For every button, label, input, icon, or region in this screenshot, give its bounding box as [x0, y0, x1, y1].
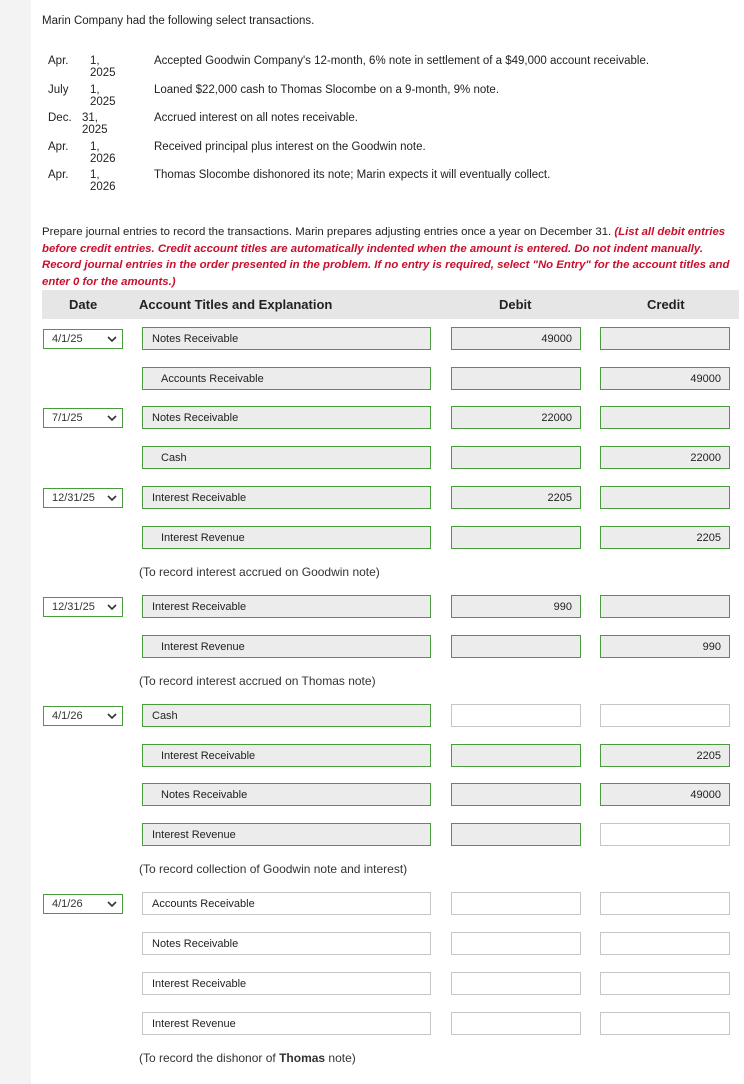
chevron-down-icon — [107, 414, 117, 422]
account-title-input[interactable] — [142, 446, 431, 469]
account-title-value: Interest Receivable — [152, 978, 247, 990]
memo-prefix: (To record the dishonor of — [139, 1051, 280, 1065]
account-title-input[interactable] — [142, 892, 431, 915]
transaction-text: Loaned $22,000 cash to Thomas Slocombe on a 9-month, 9% note. — [154, 84, 500, 96]
account-title-value: Accounts Receivable — [161, 373, 264, 385]
debit-input[interactable] — [451, 823, 581, 846]
credit-input[interactable] — [600, 823, 730, 846]
date-column-header: Date — [69, 297, 98, 312]
date-select-value: 7/1/25 — [52, 412, 83, 424]
entry-explanation: (To record interest accrued on Thomas note) — [139, 674, 376, 688]
chevron-down-icon — [107, 603, 117, 611]
credit-value: 990 — [702, 641, 721, 653]
date-select[interactable] — [43, 329, 123, 349]
credit-input[interactable] — [600, 1012, 730, 1035]
credit-input[interactable] — [600, 635, 730, 658]
account-title-value: Interest Revenue — [152, 1018, 236, 1030]
instructions — [42, 224, 734, 290]
debit-input[interactable] — [451, 486, 581, 509]
credit-input[interactable] — [600, 744, 730, 767]
account-title-value: Notes Receivable — [152, 938, 239, 950]
debit-input[interactable] — [451, 972, 581, 995]
date-select-value: 4/1/25 — [52, 333, 83, 345]
transaction-month: Apr. — [48, 55, 69, 67]
account-column-header: Account Titles and Explanation — [139, 297, 333, 312]
chevron-down-icon — [107, 335, 117, 343]
transaction-text: Accrued interest on all notes receivable. — [154, 112, 358, 124]
date-select[interactable] — [43, 408, 123, 428]
account-title-value: Notes Receivable — [161, 789, 248, 801]
credit-input[interactable] — [600, 972, 730, 995]
debit-input[interactable] — [451, 595, 581, 618]
left-margin-bar — [0, 0, 31, 1084]
debit-value: 2205 — [547, 492, 572, 504]
transaction-date: 1, 2026 — [90, 169, 116, 193]
transaction-text: Accepted Goodwin Company's 12-month, 6% note in settlement of a $49,000 account receivable. — [154, 55, 650, 67]
credit-input[interactable] — [600, 486, 730, 509]
account-title-input[interactable] — [142, 327, 431, 350]
date-select[interactable] — [43, 488, 123, 508]
chevron-down-icon — [107, 494, 117, 502]
account-title-value: Interest Revenue — [161, 641, 245, 653]
credit-input[interactable] — [600, 704, 730, 727]
credit-input[interactable] — [600, 327, 730, 350]
entry-explanation: (To record interest accrued on Goodwin note) — [139, 565, 380, 579]
chevron-down-icon — [107, 900, 117, 908]
credit-value: 2205 — [696, 532, 721, 544]
credit-input[interactable] — [600, 783, 730, 806]
date-select-value: 4/1/26 — [52, 898, 83, 910]
date-select[interactable] — [43, 706, 123, 726]
credit-column-header: Credit — [647, 297, 685, 312]
date-select-value: 12/31/25 — [52, 492, 95, 504]
credit-value: 49000 — [690, 373, 721, 385]
transaction-date: 1, 2025 — [90, 55, 116, 79]
debit-value: 990 — [553, 601, 572, 613]
debit-input[interactable] — [451, 367, 581, 390]
debit-value: 22000 — [541, 412, 572, 424]
account-title-input[interactable] — [142, 635, 431, 658]
credit-input[interactable] — [600, 595, 730, 618]
credit-input[interactable] — [600, 526, 730, 549]
account-title-value: Cash — [152, 710, 178, 722]
debit-input[interactable] — [451, 327, 581, 350]
transaction-month: Apr. — [48, 141, 69, 153]
entry-explanation: (To record collection of Goodwin note and interest) — [139, 862, 408, 876]
instructions-note: (List all debit entries before credit entries. Credit account titles are automatically indented when the amount is entered. Do not indent manually. Record journal entries in the order presented in the problem. If no entry is required, select "No Entry" for the account titles and enter 0 for the amounts.) — [42, 226, 730, 288]
account-title-value: Interest Receivable — [152, 492, 247, 504]
account-title-input[interactable] — [142, 823, 431, 846]
memo-bold: Thomas — [279, 1051, 326, 1065]
debit-input[interactable] — [451, 892, 581, 915]
debit-input[interactable] — [451, 446, 581, 469]
account-title-value: Cash — [161, 452, 187, 464]
credit-value: 22000 — [690, 452, 721, 464]
account-title-input[interactable] — [142, 972, 431, 995]
credit-input[interactable] — [600, 367, 730, 390]
debit-input[interactable] — [451, 932, 581, 955]
entry-explanation — [139, 1051, 356, 1065]
account-title-input[interactable] — [142, 704, 431, 727]
memo-suffix: note) — [325, 1051, 356, 1065]
debit-input[interactable] — [451, 744, 581, 767]
transaction-month: Dec. — [48, 112, 72, 124]
credit-input[interactable] — [600, 446, 730, 469]
debit-input[interactable] — [451, 704, 581, 727]
account-title-input[interactable] — [142, 744, 431, 767]
account-title-value: Accounts Receivable — [152, 898, 255, 910]
transaction-text: Thomas Slocombe dishonored its note; Marin expects it will eventually collect. — [154, 169, 551, 181]
debit-value: 49000 — [541, 333, 572, 345]
account-title-input[interactable] — [142, 406, 431, 429]
debit-input[interactable] — [451, 406, 581, 429]
instructions-text: Prepare journal entries to record the transactions. Marin prepares adjusting entries once a year on December 31. — [42, 226, 615, 238]
account-title-value: Interest Receivable — [161, 750, 256, 762]
account-title-value: Notes Receivable — [152, 412, 239, 424]
credit-input[interactable] — [600, 406, 730, 429]
account-title-value: Interest Receivable — [152, 601, 247, 613]
transaction-text: Received principal plus interest on the Goodwin note. — [154, 141, 426, 153]
chevron-down-icon — [107, 712, 117, 720]
transaction-month: Apr. — [48, 169, 69, 181]
account-title-value: Interest Revenue — [152, 829, 236, 841]
credit-value: 49000 — [690, 789, 721, 801]
account-title-input[interactable] — [142, 783, 431, 806]
journal-table-header — [42, 290, 739, 319]
account-title-value: Notes Receivable — [152, 333, 239, 345]
credit-value: 2205 — [696, 750, 721, 762]
account-title-input[interactable] — [142, 367, 431, 390]
credit-input[interactable] — [600, 892, 730, 915]
transaction-date: 1, 2026 — [90, 141, 116, 165]
transaction-date: 1, 2025 — [90, 84, 116, 108]
debit-column-header: Debit — [499, 297, 532, 312]
transaction-month: July — [48, 84, 69, 96]
debit-input[interactable] — [451, 1012, 581, 1035]
date-select[interactable] — [43, 894, 123, 914]
account-title-input[interactable] — [142, 526, 431, 549]
transaction-date: 31, 2025 — [82, 112, 108, 136]
debit-input[interactable] — [451, 526, 581, 549]
problem-intro: Marin Company had the following select transactions. — [42, 15, 315, 27]
account-title-input[interactable] — [142, 595, 431, 618]
debit-input[interactable] — [451, 783, 581, 806]
account-title-input[interactable] — [142, 1012, 431, 1035]
debit-input[interactable] — [451, 635, 581, 658]
date-select-value: 12/31/25 — [52, 601, 95, 613]
account-title-input[interactable] — [142, 932, 431, 955]
credit-input[interactable] — [600, 932, 730, 955]
date-select-value: 4/1/26 — [52, 710, 83, 722]
account-title-value: Interest Revenue — [161, 532, 245, 544]
date-select[interactable] — [43, 597, 123, 617]
account-title-input[interactable] — [142, 486, 431, 509]
